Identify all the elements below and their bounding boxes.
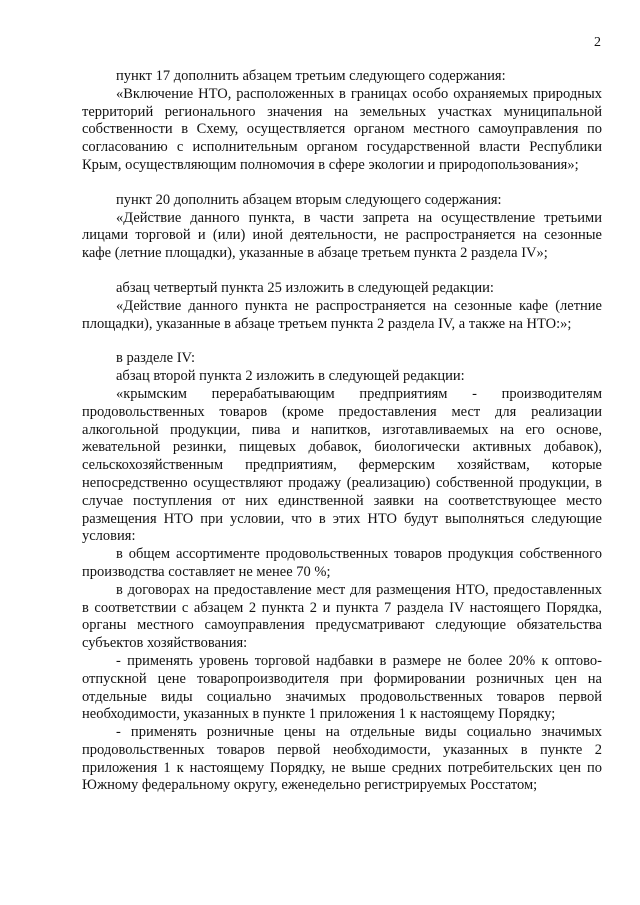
paragraph-contracts-condition: в договорах на предоставление мест для размещения НТО, предоставленных в соответствии с абзацем 2 пункта 2 и пункта 7 раздела IV настоящего Порядка, органы местного самоуправления предусматривают следующие обязательства субъектов хозяйствования:	[82, 581, 602, 652]
paragraph-markup-obligation: - применять уровень торговой надбавки в размере не более 20% к оптово-отпускной цене товаропроизводителя при формировании розничных цен на отдельные виды социально значимых продовольственных товаров первой необходимости, указанных в пункте 1 приложения 1 к настоящему Порядку;	[82, 652, 602, 723]
paragraph-retail-price-obligation: - применять розничные цены на отдельные виды социально значимых продовольственных товаров первой необходимости, указанных в пункте 2 приложения 1 к настоящему Порядку, не выше средних потребительских цен по Южному федеральному округу, еженедельно регистрируемых Росстатом;	[82, 724, 602, 794]
paragraph-clause-17-text: «Включение НТО, расположенных в границах особо охраняемых природных территорий регионального значения на земельных участках муниципальной собственности в Схему, осуществляется органом местного самоуправления по согласованию с исполнительным органом государственной власти Республики Крым, осуществляющим полномочия в сфере экологии и природопользования»;	[82, 85, 602, 173]
spacer	[82, 263, 602, 280]
paragraph-assortment-condition: в общем ассортименте продовольственных товаров продукция собственного производства составляет не менее 70 %;	[82, 546, 602, 580]
paragraph-clause-17-intro: пункт 17 дополнить абзацем третьим следующего содержания:	[116, 68, 506, 84]
paragraph-section-4-intro: абзац второй пункта 2 изложить в следующей редакции:	[116, 368, 465, 385]
spacer	[82, 175, 602, 192]
page-number: 2	[594, 35, 601, 50]
document-body	[82, 68, 602, 795]
paragraph-section-4-heading: в разделе IV:	[116, 350, 195, 367]
paragraph-clause-20-text: «Действие данного пункта, в части запрета на осуществление третьими лицами торговой и (или) иной деятельности, не распространяется на сезонные кафе (летние площадки), указанные в абзаце третьем пункта 2 раздела IV»;	[82, 209, 602, 262]
paragraph-section-4-text: «крымским перерабатывающим предприятиям - производителям продовольственных товаров (кроме предоставления мест для реализации алкогольной продукции, пива и напитков, изготавливаемых на его основе, жевательной резинки, пищевых добавок, биологически активных добавок), сельскохозяйственным предприятиям, фермерским хозяйствам, которые непосредственно осуществляют продажу (реализацию) собственной продукции, в случае поступления от них единственной заявки на соответствующее место размещения НТО при условии, что в этих НТО будут выполняться следующие условия:	[82, 385, 602, 545]
spacer	[82, 333, 602, 350]
paragraph-clause-25-intro: абзац четвертый пункта 25 изложить в следующей редакции:	[116, 279, 494, 296]
paragraph-clause-25-text: «Действие данного пункта не распространяется на сезонные кафе (летние площадки), указанные в абзаце третьем пункта 2 раздела IV, а также на НТО:»;	[82, 297, 602, 332]
paragraph-clause-20-intro: пункт 20 дополнить абзацем вторым следующего содержания:	[116, 191, 502, 208]
